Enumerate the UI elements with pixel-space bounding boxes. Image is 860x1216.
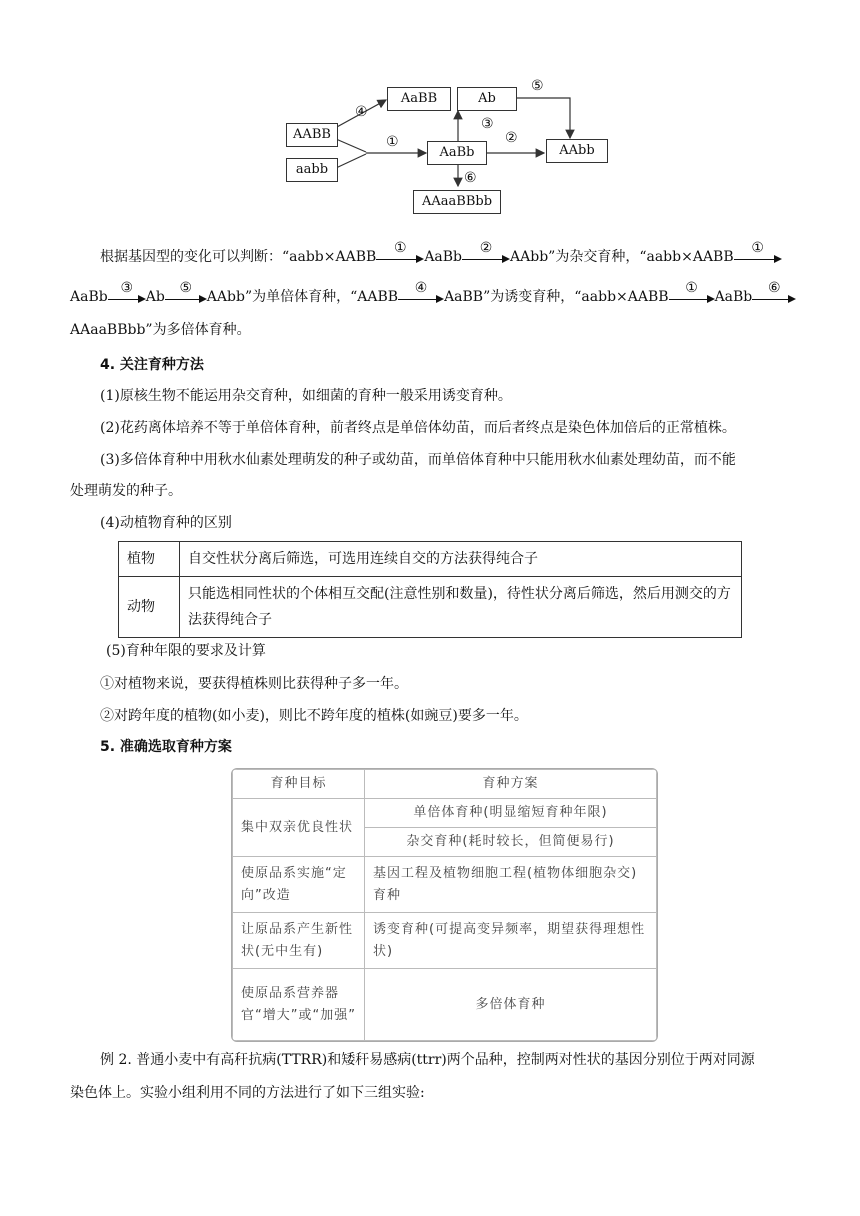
table-cell-value: 只能选相同性状的个体相互交配(注意性别和数量)，待性状分离后筛选，然后用测交的方法获得纯合子 <box>180 577 742 638</box>
plan-cell: 诱变育种(可提高变异频率，期望获得理想性状) <box>365 913 657 969</box>
step-arrow: ③ <box>108 287 146 307</box>
section4-p4: (4)动植物育种的区别 <box>100 515 232 531</box>
para1-line2: AaBb ③ Ab ⑤ AAbb”为单倍体育种，“AABB ④ AaBB”为诱变育种，“aabb×AABB ① AaBb ⑥ <box>70 287 796 307</box>
breeding-plan-table <box>231 768 658 1042</box>
plan-cell: 基因工程及植物细胞工程(植物体细胞杂交)育种 <box>365 857 657 913</box>
branch-AABB <box>336 139 366 152</box>
header-goal: 育种目标 <box>233 770 365 799</box>
plan-cell: 多倍体育种 <box>365 969 657 1041</box>
box-AAbb: AAbb <box>546 139 608 163</box>
arrow-5 <box>516 98 570 138</box>
branch-aabb <box>336 154 366 168</box>
section4-p5: (5)育种年限的要求及计算 <box>106 643 266 659</box>
goal-cell: 集中双亲优良性状 <box>233 799 365 857</box>
table-row <box>233 913 657 969</box>
para1-line3: AAaaBBbb”为多倍体育种。 <box>70 322 251 338</box>
table-row <box>119 577 742 638</box>
section4-p1: (1)原核生物不能运用杂交育种，如细菌的育种一般采用诱变育种。 <box>100 388 512 404</box>
label-1: ① <box>386 134 399 150</box>
box-AaBB: AaBB <box>387 87 451 111</box>
step-arrow: ④ <box>398 287 444 307</box>
section5-title: 5. 准确选取育种方案 <box>100 739 232 755</box>
goal-cell: 让原品系产生新性状(无中生有) <box>233 913 365 969</box>
section4-p7: ②对跨年度的植物(如小麦)，则比不跨年度的植株(如豌豆)要多一年。 <box>100 708 528 724</box>
table-row <box>119 542 742 577</box>
section4-p2: (2)花药离体培养不等于单倍体育种，前者终点是单倍体幼苗，而后者终点是染色体加倍后的正常植株。 <box>100 420 736 436</box>
goal-cell: 使原品系营养器官“增大”或“加强” <box>233 969 365 1041</box>
step-arrow: ⑥ <box>752 287 796 307</box>
box-Ab: Ab <box>457 87 517 111</box>
section4-p6: ①对植物来说，要获得植株则比获得种子多一年。 <box>100 676 408 692</box>
plan-cell: 单倍体育种(明显缩短育种年限) <box>365 799 657 828</box>
box-AaBb: AaBb <box>427 141 487 165</box>
box-AAaaBBbb: AAaaBBbb <box>413 190 501 214</box>
table-cell-key: 植物 <box>119 542 180 577</box>
label-3: ③ <box>481 116 494 132</box>
table-cell-key: 动物 <box>119 577 180 638</box>
section4-p3b: 处理萌发的种子。 <box>70 483 182 499</box>
section4-title: 4. 关注育种方法 <box>100 357 204 373</box>
label-2: ② <box>505 130 518 146</box>
breeding-diagram <box>280 78 620 218</box>
para1-line1: 根据基因型的变化可以判断：“aabb×AABB ① AaBb ② AAbb”为杂交育种，“aabb×AABB ① <box>100 247 782 267</box>
table-row <box>233 969 657 1041</box>
step-arrow: ① <box>376 247 424 267</box>
step-arrow: ② <box>462 247 510 267</box>
header-plan: 育种方案 <box>365 770 657 799</box>
step-arrow: ① <box>669 287 715 307</box>
animal-plant-table <box>118 541 742 638</box>
label-4: ④ <box>355 104 368 120</box>
table-header-row <box>233 770 657 799</box>
table-cell-value: 自交性状分离后筛选，可选用连续自交的方法获得纯合子 <box>180 542 742 577</box>
plan-cell: 杂交育种(耗时较长，但简便易行) <box>365 828 657 857</box>
step-arrow: ① <box>734 247 782 267</box>
table-row <box>233 799 657 828</box>
label-6: ⑥ <box>464 170 477 186</box>
example-line1: 例 2. 普通小麦中有高秆抗病(TTRR)和矮秆易感病(ttrr)两个品种，控制两对性状的基因分别位于两对同源 <box>100 1052 755 1068</box>
example-line2: 染色体上。实验小组利用不同的方法进行了如下三组实验: <box>70 1085 425 1101</box>
table-row <box>233 857 657 913</box>
box-aabb: aabb <box>286 158 338 182</box>
label-5: ⑤ <box>531 78 544 94</box>
section4-p3a: (3)多倍体育种中用秋水仙素处理萌发的种子或幼苗，而单倍体育种中只能用秋水仙素处理幼苗，而不能 <box>100 452 736 468</box>
step-arrow: ⑤ <box>165 287 207 307</box>
box-AABB: AABB <box>286 123 338 147</box>
goal-cell: 使原品系实施“定向”改造 <box>233 857 365 913</box>
